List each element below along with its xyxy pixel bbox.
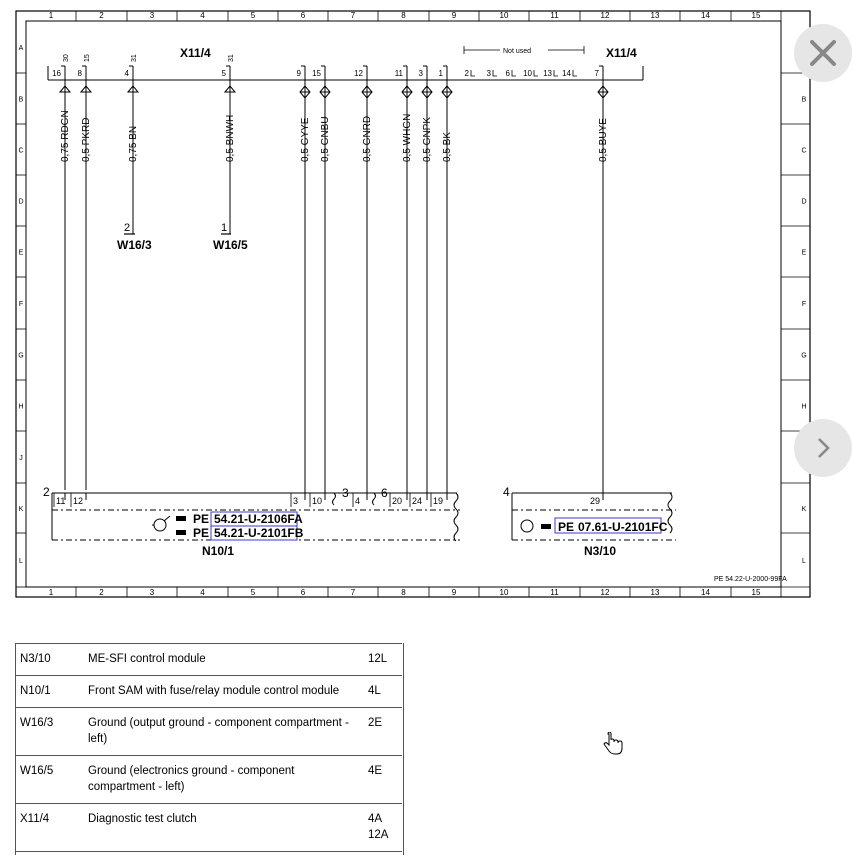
unused-pins xyxy=(465,69,577,78)
row-letter-B: B xyxy=(801,96,807,104)
legend-grid-ref: 4L xyxy=(364,676,402,708)
next-page-button[interactable] xyxy=(794,419,852,477)
pe-prefix-1: PE xyxy=(193,512,210,526)
column-number-10: 10 xyxy=(499,11,509,20)
row-letter-F: F xyxy=(18,301,24,308)
module-pin-3: 3 xyxy=(293,496,299,506)
column-number-13: 13 xyxy=(650,588,660,597)
close-button[interactable] xyxy=(794,24,852,82)
hand-pointer-icon xyxy=(176,516,186,535)
column-number-5: 5 xyxy=(250,11,256,20)
hand-pointer-icon xyxy=(603,732,623,758)
column-number-4: 4 xyxy=(200,588,205,597)
row-letter-G: G xyxy=(18,352,24,360)
module-pin-4: 4 xyxy=(355,496,361,506)
wire-7 xyxy=(595,66,609,493)
svg-text:2: 2 xyxy=(124,222,131,234)
unused-pin-6: 6 xyxy=(505,69,510,78)
module-label-n3-10: N3/10 xyxy=(584,544,617,558)
column-number-7: 7 xyxy=(350,11,356,20)
wire-label-5: 0,5 BNWH xyxy=(225,114,236,162)
column-number-13: 13 xyxy=(650,11,660,20)
wire-3 xyxy=(419,66,433,493)
legend-row xyxy=(15,708,402,756)
link-2101fb[interactable]: 54.21-U-2101FB xyxy=(214,526,304,540)
unused-pin-14: 14 xyxy=(562,69,571,78)
svg-text:8: 8 xyxy=(77,69,82,78)
svg-text:15: 15 xyxy=(312,69,321,78)
frame-inner xyxy=(26,21,781,587)
column-number-8: 8 xyxy=(401,11,406,20)
wire-8 xyxy=(78,54,92,490)
legend-description: Front SAM with fuse/relay module control module xyxy=(84,676,364,708)
column-number-15: 15 xyxy=(751,588,761,597)
legend-row xyxy=(15,756,402,804)
wire-label-1: 0,5 BK xyxy=(442,131,453,162)
column-number-1: 1 xyxy=(48,11,54,20)
column-number-4: 4 xyxy=(200,11,205,20)
ground-label-w16-3: W16/3 xyxy=(117,238,152,252)
svg-text:31: 31 xyxy=(131,54,138,62)
legend-code: N3/10 xyxy=(15,644,84,676)
column-number-3: 3 xyxy=(149,11,155,20)
wire-label-15: 0,5 GNBU xyxy=(320,116,331,162)
legend-code: W16/3 xyxy=(15,708,84,756)
svg-text:4: 4 xyxy=(503,485,510,499)
connector-label-left: X11/4 xyxy=(180,46,211,60)
row-letter-L: L xyxy=(802,558,806,565)
top-pins xyxy=(52,54,609,493)
row-letter-H: H xyxy=(801,403,807,411)
legend-code: N10/1 xyxy=(15,676,84,708)
row-letter-J: J xyxy=(19,455,23,462)
column-number-2: 2 xyxy=(99,11,104,20)
wire-label-11: 0,5 WHGN xyxy=(402,113,413,162)
module-pin-24: 24 xyxy=(412,496,423,506)
module-pin-20: 20 xyxy=(392,496,403,506)
hand-pointer-icon xyxy=(541,524,551,529)
column-number-1: 1 xyxy=(48,588,54,597)
wire-label-3: 0,5 GNPK xyxy=(422,116,433,162)
svg-text:7: 7 xyxy=(594,69,599,78)
svg-text:9: 9 xyxy=(296,69,301,78)
wire-11 xyxy=(395,66,413,493)
row-letter-K: K xyxy=(18,506,24,513)
row-letter-D: D xyxy=(801,198,807,206)
column-number-12: 12 xyxy=(600,11,610,20)
legend-grid-ref: 4A 12A xyxy=(364,804,402,852)
legend-grid-ref: 4E xyxy=(364,756,402,804)
svg-text:31: 31 xyxy=(228,54,235,62)
svg-text:3: 3 xyxy=(418,69,423,78)
column-number-11: 11 xyxy=(550,11,559,20)
svg-text:6: 6 xyxy=(381,486,388,500)
legend-description: Ground (electronics ground - component compartment - left) xyxy=(84,756,364,804)
close-icon xyxy=(808,38,838,68)
module-pin-11: 11 xyxy=(56,496,66,506)
not-used-label: Not used xyxy=(503,48,532,55)
wire-16 xyxy=(52,54,71,490)
unused-pin-3: 3 xyxy=(486,69,491,78)
column-number-14: 14 xyxy=(701,11,710,20)
svg-text:12: 12 xyxy=(354,69,363,78)
column-number-2: 2 xyxy=(99,588,104,597)
svg-text:11: 11 xyxy=(394,69,403,78)
wire-5 xyxy=(222,54,236,234)
module-pin-12: 12 xyxy=(73,496,84,506)
svg-text:5: 5 xyxy=(221,69,226,78)
row-letter-E: E xyxy=(801,249,807,257)
row-letter-A: A xyxy=(18,45,24,52)
column-number-9: 9 xyxy=(451,588,457,597)
svg-text:1: 1 xyxy=(438,69,443,78)
row-letter-E: E xyxy=(18,249,24,257)
column-number-3: 3 xyxy=(149,588,155,597)
column-number-8: 8 xyxy=(401,588,406,597)
svg-text:15: 15 xyxy=(84,54,91,62)
link-2106fa[interactable]: 54.21-U-2106FA xyxy=(214,512,303,526)
wire-label-8: 0,5 PKRD xyxy=(81,117,92,162)
wire-15 xyxy=(312,66,331,493)
column-number-11: 11 xyxy=(550,588,559,597)
pe-prefix-3: PE xyxy=(558,520,575,534)
wire-label-9: 0,5 GYYE xyxy=(300,117,311,162)
page-ref: PE 54.22-U-2000-99FA xyxy=(714,576,787,583)
wire-9 xyxy=(297,66,311,493)
svg-text:3: 3 xyxy=(342,486,349,500)
legend-description: Diagnostic test clutch xyxy=(84,804,364,852)
column-number-15: 15 xyxy=(751,11,761,20)
row-letter-C: C xyxy=(801,147,807,155)
unused-pin-2: 2 xyxy=(464,69,469,78)
ground-label-w16-5: W16/5 xyxy=(213,238,248,252)
wire-4 xyxy=(125,54,139,234)
frame-outer xyxy=(16,11,810,597)
legend-code: W16/5 xyxy=(15,756,84,804)
column-number-12: 12 xyxy=(600,588,610,597)
wire-label-12: 0,5 GNRD xyxy=(362,115,373,162)
unused-pin-10: 10 xyxy=(523,69,532,78)
legend-description: ME-SFI control module xyxy=(84,644,364,676)
column-number-6: 6 xyxy=(300,588,306,597)
module-pin-19: 19 xyxy=(433,496,444,506)
wire-label-7: 0,5 BUYE xyxy=(598,118,609,162)
wire-label-16: 0,75 RDGN xyxy=(60,110,71,162)
legend-row xyxy=(15,676,402,708)
wire-12 xyxy=(354,66,373,493)
legend-code: X11/4 xyxy=(15,804,84,852)
chevron-right-icon xyxy=(813,436,833,460)
ground-w16-3 xyxy=(117,222,152,252)
row-letter-B: B xyxy=(18,96,24,104)
legend-grid-ref: 2E xyxy=(364,708,402,756)
legend-table xyxy=(15,643,402,852)
module-pin-10: 10 xyxy=(312,496,323,506)
sensor-symbol-icon xyxy=(152,516,170,531)
column-number-10: 10 xyxy=(499,588,509,597)
svg-text:29: 29 xyxy=(590,496,601,506)
svg-text:1: 1 xyxy=(221,222,228,234)
link-2101fc[interactable]: 07.61-U-2101FC xyxy=(578,520,668,534)
module-label-n10-1: N10/1 xyxy=(202,544,235,558)
row-letter-D: D xyxy=(18,198,24,206)
svg-text:16: 16 xyxy=(52,69,61,78)
column-number-14: 14 xyxy=(701,588,710,597)
pe-prefix-2: PE xyxy=(193,526,210,540)
row-letter-F: F xyxy=(801,301,807,308)
svg-text:2: 2 xyxy=(43,485,50,499)
row-letter-C: C xyxy=(18,147,24,155)
svg-text:30: 30 xyxy=(63,54,70,62)
n10-pins xyxy=(54,493,447,507)
wire-1 xyxy=(439,66,453,493)
module-n3-10 xyxy=(503,485,676,558)
row-letter-G: G xyxy=(801,352,807,360)
column-number-6: 6 xyxy=(300,11,306,20)
legend-description: Ground (output ground - component compartment - left) xyxy=(84,708,364,756)
column-number-5: 5 xyxy=(250,588,256,597)
wire-label-4: 0,75 BN xyxy=(128,125,139,162)
sensor-symbol-icon xyxy=(521,520,533,532)
row-letter-K: K xyxy=(801,506,807,513)
legend-grid-ref: 12L xyxy=(364,644,402,676)
row-letter-H: H xyxy=(18,403,24,411)
unused-pin-13: 13 xyxy=(543,69,552,78)
connector-label-right: X11/4 xyxy=(606,46,637,60)
column-number-9: 9 xyxy=(451,11,457,20)
legend-row xyxy=(15,644,402,676)
svg-text:4: 4 xyxy=(124,69,129,78)
column-number-7: 7 xyxy=(350,588,356,597)
column-ruler xyxy=(49,11,781,597)
row-letter-L: L xyxy=(19,558,23,565)
ground-w16-5 xyxy=(213,222,248,252)
legend-row xyxy=(15,804,402,852)
